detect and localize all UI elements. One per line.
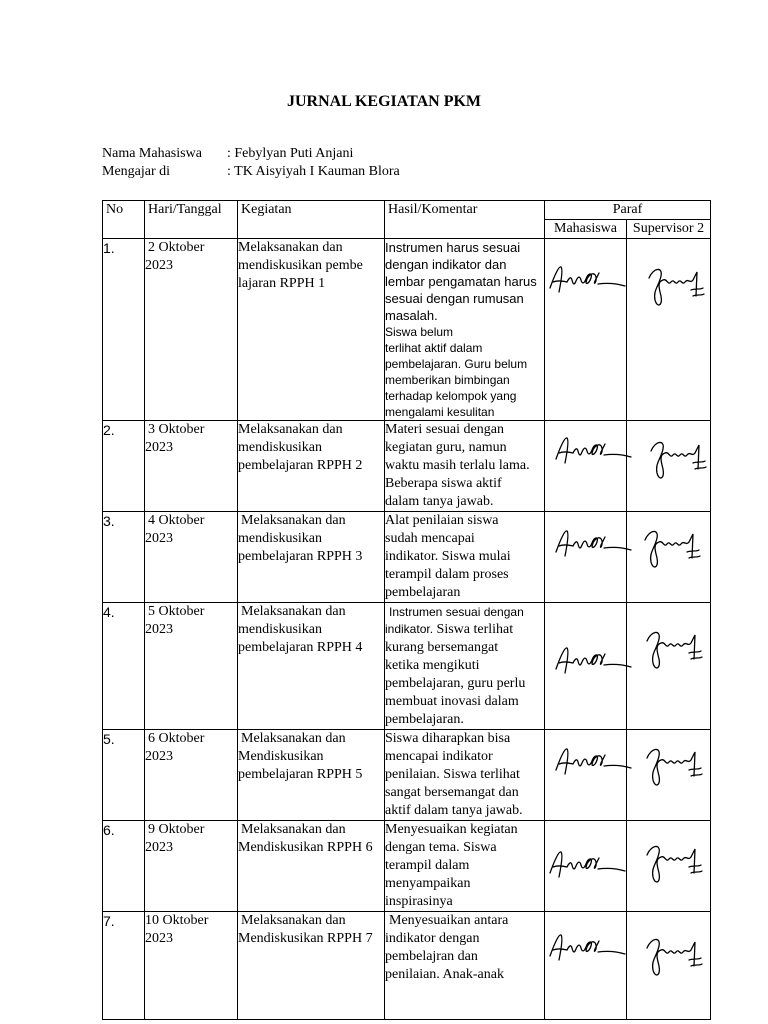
activity-line: Melaksanakan dan <box>238 422 343 437</box>
date-year: 2023 <box>145 931 173 946</box>
result-line: penilaian. Anak-anak <box>385 967 504 982</box>
row-date <box>145 821 238 912</box>
activity-line: lajaran RPPH 1 <box>238 276 326 291</box>
row-result <box>385 239 545 421</box>
activity-line: Melaksanakan dan <box>238 240 343 255</box>
result-line: mengalami kesulitan <box>385 405 495 419</box>
row-date <box>145 239 238 421</box>
activity-line: mendiskusikan <box>238 531 322 546</box>
result-line: pembelajran dan <box>385 949 478 964</box>
header-supervisor-signature: Supervisor 2 <box>627 220 711 239</box>
result-line: masalah. <box>385 308 438 323</box>
result-line: sesuai dengan rumusan <box>385 291 524 306</box>
result-line: mencapai indikator <box>385 749 493 764</box>
date-year: 2023 <box>145 258 173 273</box>
date-day: 9 Oktober <box>148 822 205 837</box>
activity-line: Melaksanakan dan <box>241 913 346 928</box>
student-signature-image <box>547 849 629 899</box>
student-signature-image <box>553 528 635 578</box>
date-year: 2023 <box>145 440 173 455</box>
student-name-label: Nama Mahasiswa <box>102 146 202 161</box>
result-line: penilaian. Siswa terlihat <box>385 767 520 782</box>
activity-line: Melaksanakan dan <box>241 513 346 528</box>
row-result <box>385 421 545 512</box>
result-line: pembelajaran <box>385 585 461 600</box>
result-line: Alat penilaian siswa <box>385 513 499 528</box>
result-line: Siswa belum <box>385 325 454 339</box>
student-name-value: : Febylyan Puti Anjani <box>227 146 354 161</box>
row-number: 4. <box>103 603 145 730</box>
date-year: 2023 <box>145 531 173 546</box>
result-line: pembelajaran. <box>385 712 464 727</box>
table-row <box>103 912 711 1020</box>
supervisor-signature-image <box>637 936 721 986</box>
result-line: indikator. Siswa mulai <box>385 549 511 564</box>
header-date: Hari/Tanggal <box>145 201 238 239</box>
header-no: No <box>103 201 145 239</box>
row-activity <box>238 821 385 912</box>
header-paraf: Paraf <box>545 201 711 220</box>
header-activity: Kegiatan <box>238 201 385 239</box>
result-line: Siswa diharapkan bisa <box>385 731 511 746</box>
result-line: memberikan bimbingan <box>385 373 510 387</box>
supervisor-signature-image <box>635 528 719 578</box>
result-line: dalam tanya jawab. <box>385 494 494 509</box>
row-date <box>145 603 238 730</box>
activity-line: pembelajaran RPPH 5 <box>238 767 363 782</box>
activity-line: Melaksanakan dan <box>241 731 346 746</box>
activity-line: mendiskusikan <box>238 622 322 637</box>
row-result <box>385 512 545 603</box>
result-line: Materi sesuai dengan <box>385 422 504 437</box>
row-date <box>145 912 238 1020</box>
supervisor-signature <box>627 821 711 912</box>
supervisor-signature-image <box>637 746 721 796</box>
result-line: menyampaikan <box>385 876 471 891</box>
activity-line: pembelajaran RPPH 4 <box>238 640 363 655</box>
date-year: 2023 <box>145 840 173 855</box>
result-line: terampil dalam <box>385 858 470 873</box>
result-line: kurang bersemangat <box>385 640 499 655</box>
student-signature <box>545 912 627 1020</box>
date-day: 5 Oktober <box>148 604 205 619</box>
table-row <box>103 821 711 912</box>
supervisor-signature-image <box>639 266 723 316</box>
header-student-signature: Mahasiswa <box>545 220 627 239</box>
result-line: Menyesuaikan kegiatan <box>385 822 518 837</box>
row-result <box>385 730 545 821</box>
supervisor-signature <box>627 912 711 1020</box>
row-number: 6. <box>103 821 145 912</box>
result-line: kegiatan guru, namun <box>385 440 507 455</box>
date-day: 10 Oktober <box>145 913 209 928</box>
supervisor-signature-image <box>637 629 721 679</box>
row-number: 3. <box>103 512 145 603</box>
result-line: ketika mengikuti <box>385 658 480 673</box>
result-line: terhadap kelompok yang <box>385 389 517 403</box>
result-line <box>385 621 544 639</box>
student-signature <box>545 730 627 821</box>
result-fragment: Siswa terlihat <box>436 622 514 637</box>
result-line: dengan indikator dan <box>385 257 507 272</box>
header-result: Hasil/Komentar <box>385 201 545 239</box>
row-result <box>385 912 545 1020</box>
activity-line: pembelajaran RPPH 3 <box>238 549 363 564</box>
table-row <box>103 421 711 512</box>
result-line: Instrumen sesuai dengan <box>389 605 524 619</box>
activity-journal-table <box>102 200 711 1020</box>
date-day: 6 Oktober <box>148 731 205 746</box>
activity-line: Mendiskusikan RPPH 7 <box>238 931 373 946</box>
supervisor-signature <box>627 512 711 603</box>
date-day: 3 Oktober <box>148 422 205 437</box>
student-signature-image <box>553 746 635 796</box>
row-result <box>385 821 545 912</box>
table-row <box>103 603 711 730</box>
result-line: Menyesuaikan antara <box>389 913 509 928</box>
activity-line: pembelajaran RPPH 2 <box>238 458 363 473</box>
date-day: 2 Oktober <box>148 240 205 255</box>
row-activity <box>238 512 385 603</box>
activity-line: mendiskusikan <box>238 440 322 455</box>
result-line: lembar pengamatan harus <box>385 274 537 289</box>
result-line: indikator dengan <box>385 931 480 946</box>
row-date <box>145 730 238 821</box>
table-row <box>103 512 711 603</box>
student-name-line <box>102 146 353 162</box>
result-line: membuat inovasi dalam <box>385 694 519 709</box>
result-line: Instrumen harus sesuai <box>385 240 521 255</box>
activity-line: Mendiskusikan <box>238 749 324 764</box>
student-signature <box>545 239 627 421</box>
supervisor-signature-image <box>641 439 725 489</box>
result-line: terampil dalam proses <box>385 567 509 582</box>
result-line: dengan tema. Siswa <box>385 840 497 855</box>
activity-line: mendiskusikan pembe <box>238 258 363 273</box>
row-activity <box>238 912 385 1020</box>
student-signature <box>545 821 627 912</box>
student-signature <box>545 512 627 603</box>
date-day: 4 Oktober <box>148 513 205 528</box>
student-signature-image <box>553 435 635 485</box>
activity-line: Melaksanakan dan <box>241 604 346 619</box>
row-activity <box>238 421 385 512</box>
supervisor-signature <box>627 421 711 512</box>
supervisor-signature <box>627 239 711 421</box>
student-signature <box>545 421 627 512</box>
row-number: 5. <box>103 730 145 821</box>
date-year: 2023 <box>145 749 173 764</box>
teaching-place-value: : TK Aisyiyah I Kauman Blora <box>227 164 400 179</box>
row-date <box>145 421 238 512</box>
supervisor-signature <box>627 730 711 821</box>
supervisor-signature <box>627 603 711 730</box>
row-result <box>385 603 545 730</box>
student-signature-image <box>553 645 635 695</box>
date-year: 2023 <box>145 622 173 637</box>
result-line: Beberapa siswa aktif <box>385 476 502 491</box>
row-activity <box>238 239 385 421</box>
result-line: inspirasinya <box>385 894 453 909</box>
row-number: 1. <box>103 239 145 421</box>
activity-line: Melaksanakan dan <box>241 822 346 837</box>
result-line: pembelajaran, guru perlu <box>385 676 526 691</box>
row-number: 2. <box>103 421 145 512</box>
row-activity <box>238 603 385 730</box>
row-activity <box>238 730 385 821</box>
result-line: sudah mencapai <box>385 531 475 546</box>
table-row <box>103 730 711 821</box>
supervisor-signature-image <box>637 843 721 893</box>
teaching-place-line <box>102 164 400 180</box>
row-date <box>145 512 238 603</box>
activity-line: Mendiskusikan RPPH 6 <box>238 840 373 855</box>
result-fragment: indikator. <box>385 622 434 636</box>
row-number: 7. <box>103 912 145 1020</box>
teaching-place-label: Mengajar di <box>102 164 171 179</box>
result-line: sangat bersemangat dan <box>385 785 519 800</box>
result-line: terlihat aktif dalam <box>385 341 483 355</box>
student-signature-image <box>547 932 629 982</box>
result-line: aktif dalam tanya jawab. <box>385 803 523 818</box>
table-row <box>103 239 711 421</box>
document-title: JURNAL KEGIATAN PKM <box>286 93 482 110</box>
result-line: pembelajaran. Guru belum <box>385 357 528 371</box>
student-signature <box>545 603 627 730</box>
result-line: waktu masih terlalu lama. <box>385 458 530 473</box>
student-signature-image <box>547 264 629 314</box>
